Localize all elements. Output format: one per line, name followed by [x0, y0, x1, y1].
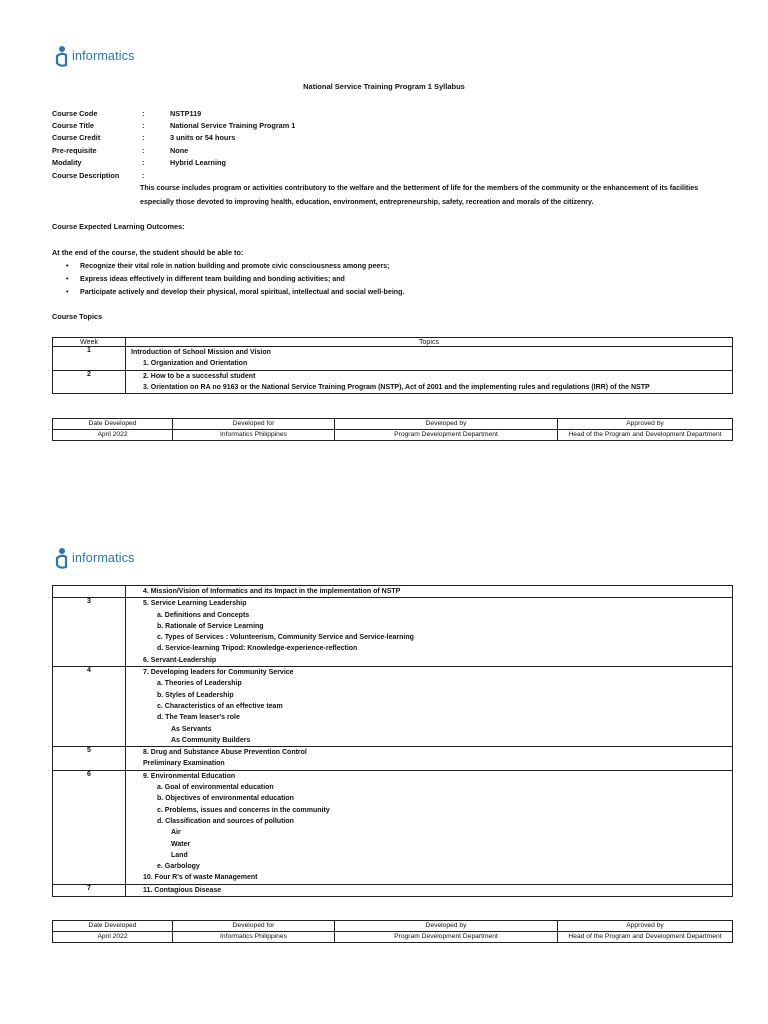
course-info-value: None [170, 146, 189, 155]
topics-cell [126, 598, 733, 667]
topic-line: b. Objectives of environmental education [157, 795, 294, 803]
table-row [53, 586, 733, 598]
approved-by-value: Head of the Program and Development Department [558, 430, 733, 441]
course-info-value: NSTP119 [170, 109, 202, 118]
topics-cell [126, 747, 733, 771]
table-row [53, 770, 733, 884]
developed-by-value: Program Development Department [335, 430, 558, 441]
topic-line: d. The Team leaser's role [157, 714, 240, 722]
topic-line: 9. Environmental Education [143, 772, 236, 780]
course-info-colon: : [142, 158, 145, 167]
date-developed-header: Date Developed [53, 921, 173, 932]
topic-line: d. Classification and sources of pollution [157, 817, 294, 825]
course-info-value: 3 units or 54 hours [170, 133, 236, 142]
table-row [53, 370, 733, 394]
footer-table-page2 [52, 920, 733, 943]
table-row [53, 667, 733, 747]
date-developed-header: Date Developed [53, 419, 173, 430]
topic-line: 6. Servant-Leadership [143, 656, 217, 664]
topic-line: a. Goal of environmental education [157, 784, 274, 792]
table-row [53, 347, 733, 371]
topic-line: 4. Mission/Vision of Informatics and its Impact in the implementation of NSTP [143, 588, 401, 595]
developed-for-header: Developed for [173, 921, 335, 932]
table-row [53, 747, 733, 771]
topic-line: 3. Orientation on RA no 9163 or the National Service Training Program (NSTP), Act of 2001 and the implementing rules and regulations (IRR) of the NSTP [143, 383, 650, 391]
topics-cell [126, 884, 733, 896]
document-title: National Service Training Program 1 Syllabus [303, 82, 465, 91]
topics-table-page2 [52, 585, 733, 897]
approved-by-header: Approved by [558, 419, 733, 430]
topic-line: 8. Drug and Substance Abuse Prevention Control [143, 749, 307, 757]
outcomes-heading: Course Expected Learning Outcomes: [52, 222, 185, 231]
outcome-item: • Participate actively and develop their physical, moral spiritual, intellectual and social well-being. [66, 286, 404, 299]
informatics-logo [54, 44, 135, 68]
developed-for-header: Developed for [173, 419, 335, 430]
course-info-label: Course Credit [52, 133, 101, 142]
topic-line: 1. Organization and Orientation [143, 360, 248, 368]
course-description: This course includes program or activities contributory to the welfare and the betterment of life for the members of the community or the enhancement of its facilities especially those devoted to improving health, education, environment, entrepreneurship, safety, recreation and morals of the citizenry. [140, 184, 699, 206]
week-cell: 5 [53, 747, 126, 771]
week-cell: 1 [53, 347, 126, 371]
table-row [53, 884, 733, 896]
topic-line: 5. Service Learning Leadership [143, 600, 247, 608]
outcome-item: • Express ideas effectively in different team building and bonding activities; and [66, 273, 404, 286]
topic-line: d. Service-learning Tripod: Knowledge-experience-reflection [157, 645, 358, 653]
logo-i-icon [54, 546, 70, 570]
topics-table-page1 [52, 337, 733, 394]
outcome-item: • Recognize their vital role in nation building and promote civic consciousness among peers; [66, 260, 404, 273]
topic-line: b. Rationale of Service Learning [157, 622, 264, 630]
course-info-label: Course Code [52, 109, 98, 118]
outcomes-intro: At the end of the course, the student should be able to: [52, 248, 244, 257]
week-cell: 3 [53, 598, 126, 667]
topic-line: b. Styles of Leadership [157, 691, 234, 699]
course-info-colon: : [142, 121, 145, 130]
developed-for-value: Informatics Philippines [173, 430, 335, 441]
course-info-value: Hybrid Learning [170, 158, 226, 167]
date-developed-value: April 2022 [53, 932, 173, 943]
topic-line: 11. Contagious Disease [143, 886, 222, 894]
course-info-colon: : [142, 109, 145, 118]
logo-text: informatics [72, 551, 135, 565]
topic-line: a. Theories of Leadership [157, 680, 242, 688]
course-info-value: National Service Training Program 1 [170, 121, 296, 130]
developed-by-header: Developed by [335, 419, 558, 430]
outcomes-list [66, 260, 404, 299]
approved-by-header: Approved by [558, 921, 733, 932]
week-cell: 6 [53, 770, 126, 884]
approved-by-value: Head of the Program and Development Department [558, 932, 733, 943]
logo-text: informatics [72, 49, 135, 63]
topics-header: Topics [126, 338, 733, 347]
topics-cell [126, 770, 733, 884]
topic-line: 7. Developing leaders for Community Service [143, 669, 294, 677]
topic-line: c. Characteristics of an effective team [157, 702, 283, 710]
week-header: Week [53, 338, 126, 347]
topics-cell [126, 586, 733, 598]
week-cell: 4 [53, 667, 126, 747]
topic-line: 2. How to be a successful student [143, 372, 256, 380]
topic-line: Land [171, 851, 188, 859]
developed-by-header: Developed by [335, 921, 558, 932]
course-info-label: Course Description [52, 171, 120, 180]
date-developed-value: April 2022 [53, 430, 173, 441]
topic-line: Water [171, 840, 191, 848]
developed-for-value: Informatics Philippines [173, 932, 335, 943]
week-cell: 7 [53, 884, 126, 896]
topics-heading: Course Topics [52, 312, 103, 321]
topic-line: As Servants [171, 725, 212, 733]
course-info-colon: : [142, 171, 145, 180]
footer-table-page1 [52, 418, 733, 441]
topic-line: Preliminary Examination [143, 760, 225, 768]
topics-cell [126, 347, 733, 371]
course-info-label: Course Title [52, 121, 95, 130]
topic-line: 10. Four R's of waste Management [143, 874, 258, 882]
topic-line: As Community Builders [171, 736, 251, 744]
topics-cell [126, 370, 733, 394]
table-header-row [53, 338, 733, 347]
developed-by-value: Program Development Department [335, 932, 558, 943]
topics-cell [126, 667, 733, 747]
course-info-colon: : [142, 146, 145, 155]
logo-i-icon [54, 44, 70, 68]
table-row [53, 598, 733, 667]
course-info-colon: : [142, 133, 145, 142]
course-info-label: Modality [52, 158, 82, 167]
week-cell: 2 [53, 370, 126, 394]
topic-line: Introduction of School Mission and Vision [131, 349, 271, 356]
topic-line: c. Problems, issues and concerns in the community [157, 806, 330, 814]
informatics-logo-page2 [54, 546, 135, 570]
topic-line: a. Definitions and Concepts [157, 611, 250, 619]
topic-line: c. Types of Services : Volunteerism, Community Service and Service-learning [157, 634, 414, 642]
course-info-label: Pre-requisite [52, 146, 97, 155]
topic-line: e. Garbology [157, 863, 200, 871]
week-cell [53, 586, 126, 598]
topic-line: Air [171, 829, 181, 837]
